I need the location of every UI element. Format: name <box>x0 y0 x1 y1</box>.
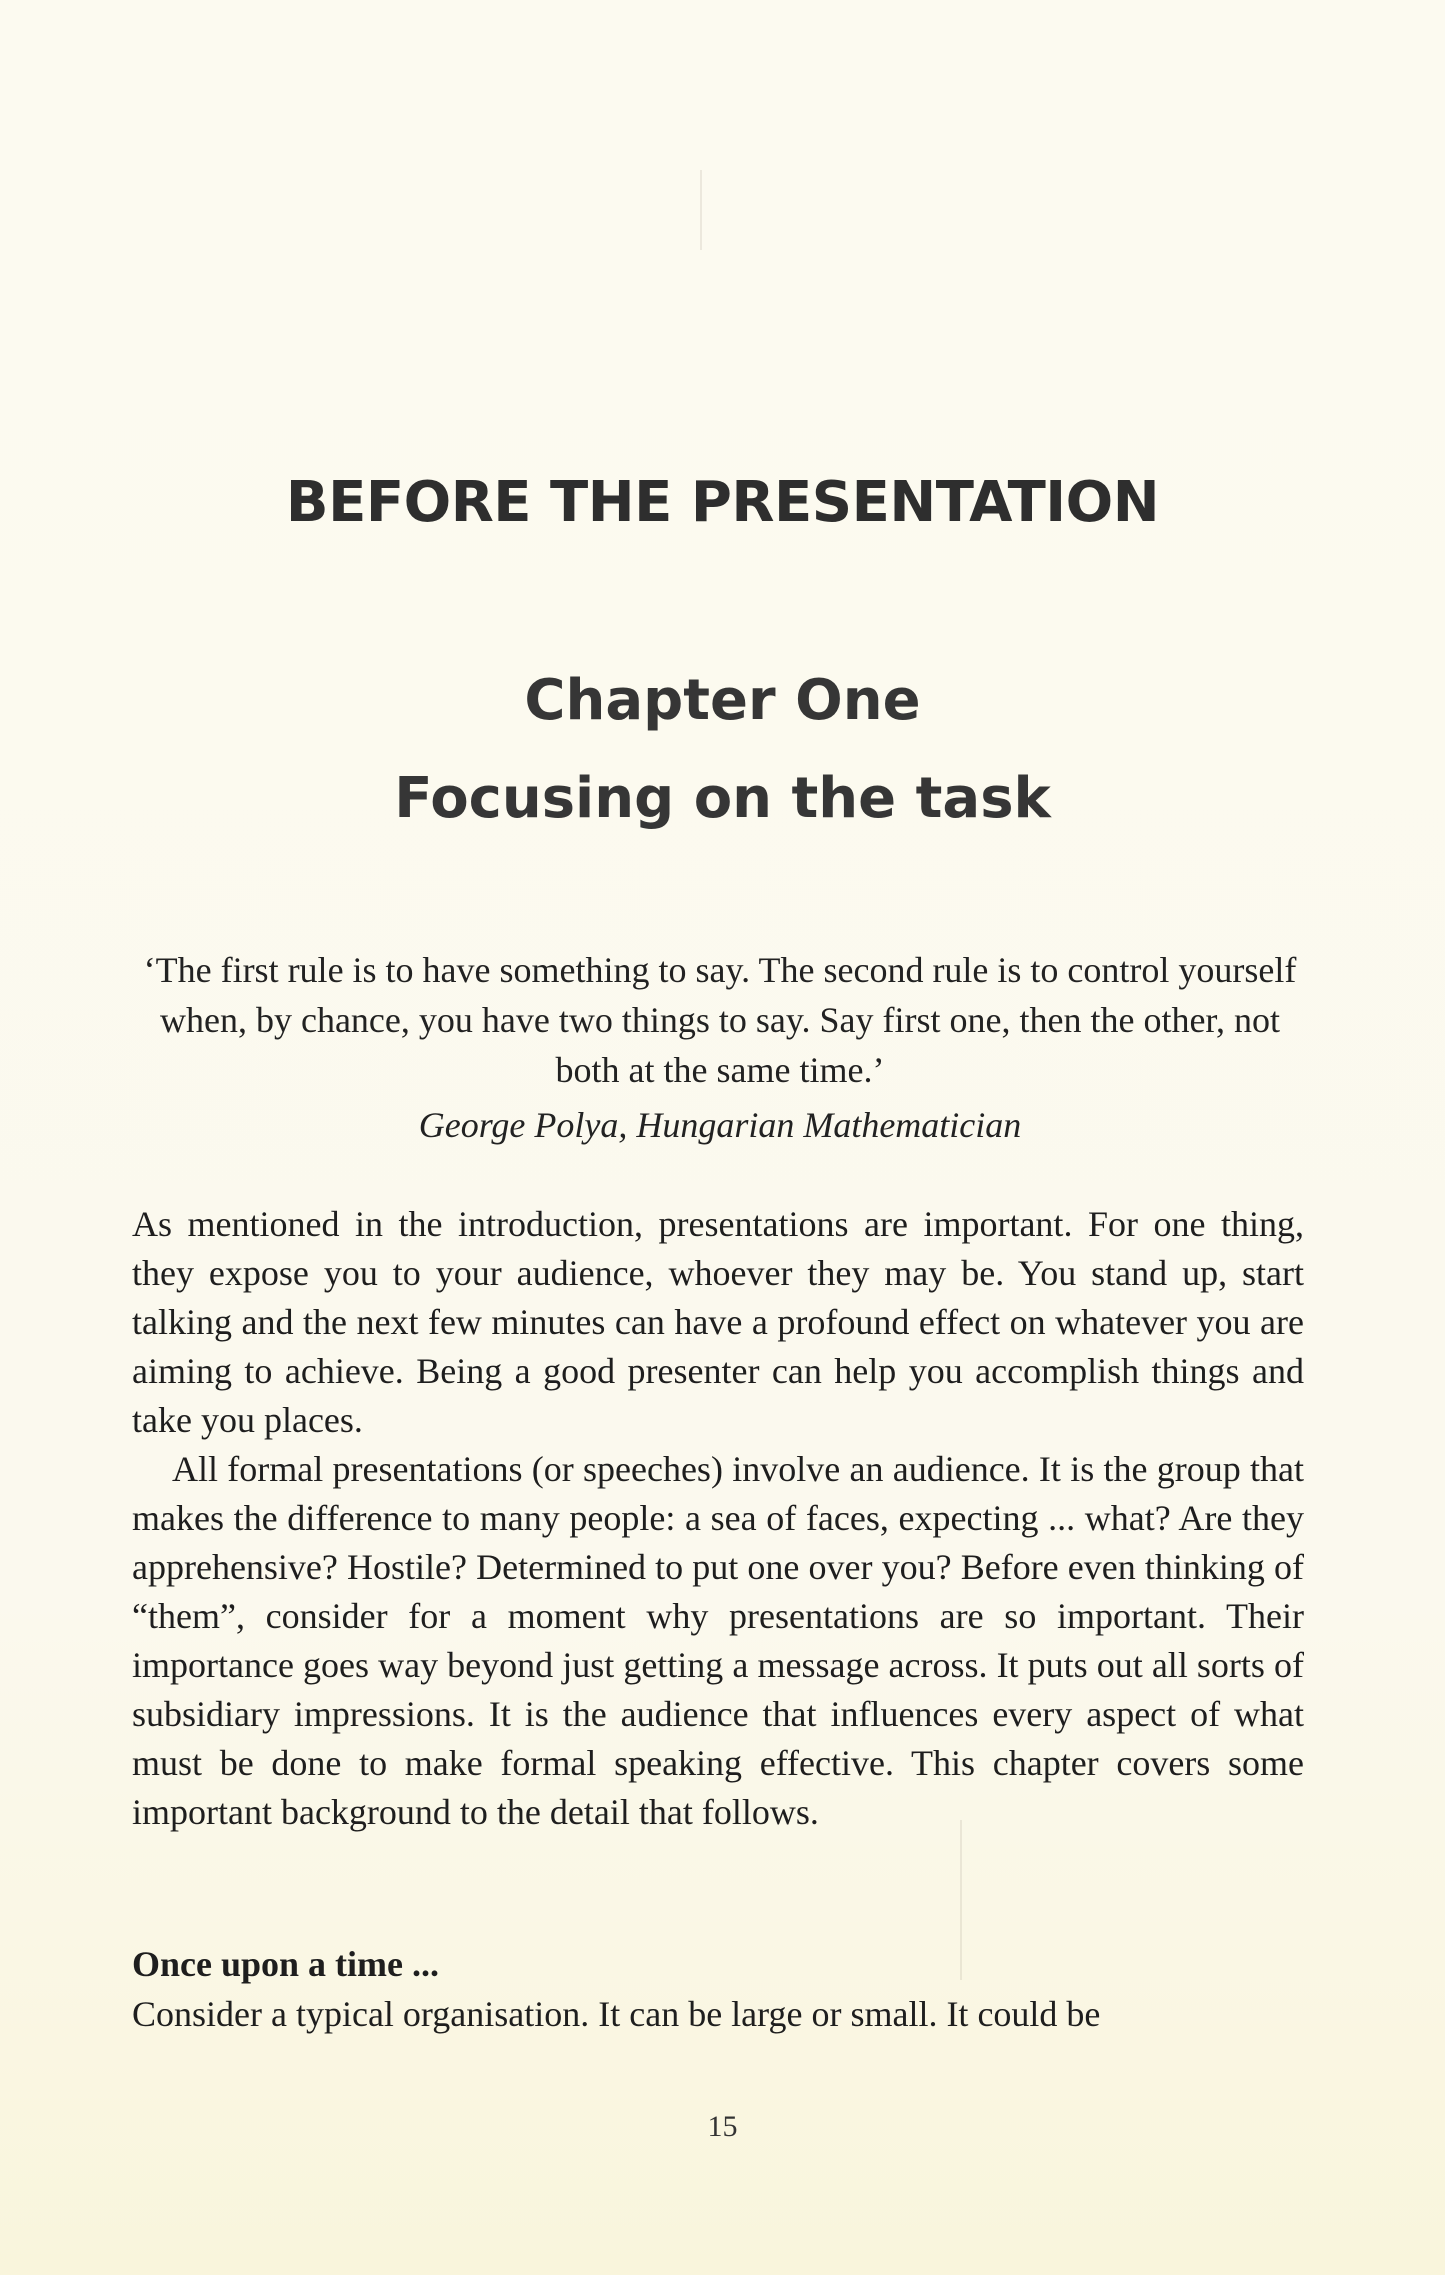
epigraph-author: George Polya, Hungarian Mathematician <box>418 1105 1022 1145</box>
part-title: BEFORE THE PRESENTATION <box>285 470 1160 535</box>
chapter-number: Chapter One <box>524 668 921 733</box>
body-paragraph: As mentioned in the introduction, presentations are important. For one thing, they expose you to your audience, whoever they may be. You stand up, start talking and the next few minutes can have a profound effect on whatever you are aiming to achieve. Being a good presenter can help you accomplish things and take you places. <box>132 1204 1304 1440</box>
paper-crease <box>960 1820 962 1980</box>
paper-crease <box>700 170 702 250</box>
page-number: 15 <box>707 2110 738 2143</box>
body-paragraph: All formal presentations (or speeches) involve an audience. It is the group that makes the difference to many people: a sea of faces, expecting ... what? Are they apprehensive? Hostile? Determined to put one over you? Before even thinking of “them”, consider for a moment why presentations are so important. Their importance goes way beyond just getting a message across. It puts out all sorts of subsidiary impressions. It is the audience that influences every aspect of what must be done to make formal speaking effective. This chapter covers some important background to the detail that follows. <box>132 1449 1304 1832</box>
epigraph-quote: ‘The first rule is to have something to say. The second rule is to control yourself when, by chance, you have two things to say. Say first one, then the other, not both at the same time.’ <box>143 950 1297 1090</box>
chapter-title: Focusing on the task <box>394 766 1051 831</box>
section-first-line: Consider a typical organisation. It can be large or small. It could be <box>132 1994 1101 2034</box>
section-heading: Once upon a time ... <box>132 1944 440 1984</box>
